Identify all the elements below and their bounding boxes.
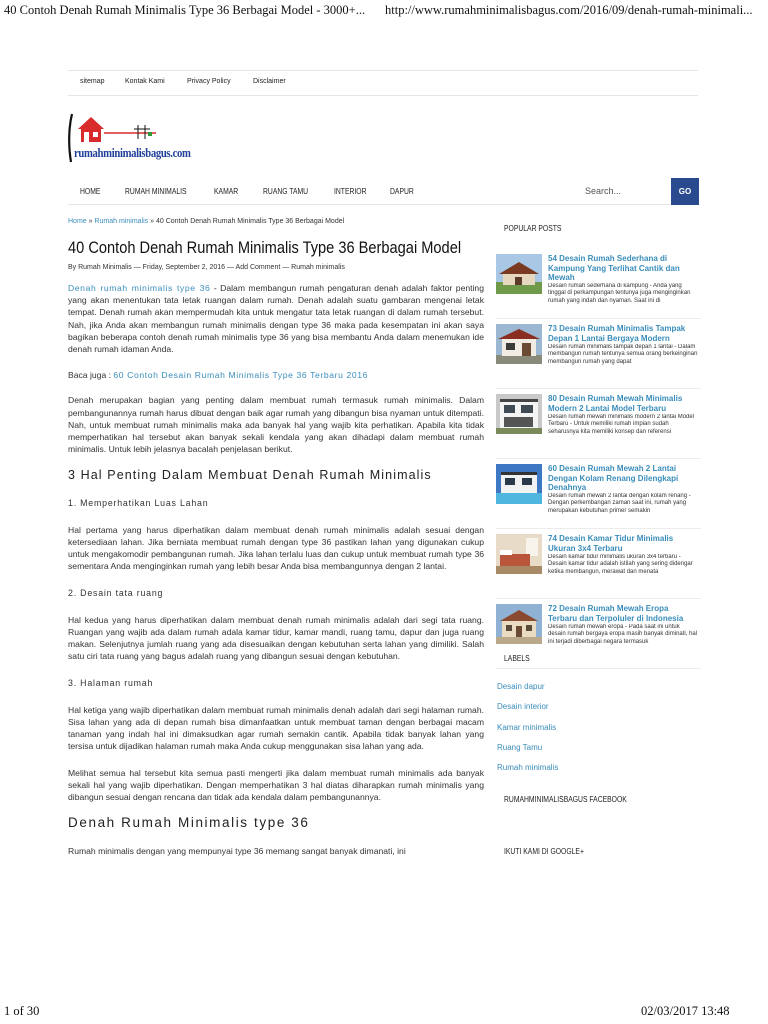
house-thumbnail-icon [496,254,542,294]
subsection-heading: 3. Halaman rumah [68,677,154,688]
subsection-heading: 2. Desain tata ruang [68,587,164,598]
paragraph: Hal ketiga yang wajib diperhatikan dalam membuat rumah minimalis denah adalah dari segi halaman rumah. Sisa lahan yang ada di depan rumah bisa dimanfaatkan untuk membuat taman dengan berbagai macam tanaman yang indah hal ini dimaksudkan agar rumah semakin cantik. Apabila tidak banyak lahan yang tersisa untuk dijadikan halaman rumah maka Anda cukup menggunakan sisa lahan yang ada. [68,704,484,752]
section-heading: 3 Hal Penting Dalam Membuat Denah Rumah Minimalis [68,468,432,483]
subsection-heading: 1. Memperhatikan Luas Lahan [68,497,209,508]
intro-text: - Dalam membangun rumah pengaturan denah adalah faktor penting yang akan menentukan tata letak ruangan dalam rumah. Denah adalah suatu gambaran mengenai letak tempat. Denah rumah akan mempermudah kita untuk mengatur tata letak ruangan di dalam rumah tersebut. Nah, jika Anda akan membangun rumah minimalis dengan type 36 maka pada kesempatan ini akan saya bagikan beberapa contoh denah rumah minimalis type 36 yang bisa membantu Anda dalam menemukan ide denah rumah idaman Anda. [68,283,484,355]
post-meta: By Rumah Minimalis — Friday, September 2, 2016 — Add Comment — Rumah minimalis [68,264,345,271]
top-nav-privacy-policy[interactable]: Privacy Policy [187,78,231,85]
popular-posts-heading: POPULAR POSTS [504,224,562,233]
top-nav [68,70,698,96]
paragraph: Melihat semua hal tersebut kita semua pasti mengerti jika dalam membuat rumah minimalis ada banyak sekali hal yang wajib diperhatikan. Dengan memperhatikan 3 hal diatas diharapkan rumah minimalis yang dibangun sesuai dengan rencana dan tidak ada kendala dalam pembangunannya. [68,767,484,803]
paragraph: Hal pertama yang harus diperhatikan dalam membuat denah rumah minimalis adalah sesuai dengan ketersediaan lahan. Jika berniata membuat rumah dengan type 36 pastikan lahan yang digunakan cukup untuk mengakomodir pembangunan rumah. Jika lahan terlalu luas dan cukup untuk membuat rumah type 36 sementara Anda menginginkan rumah yang lebih besar Anda bisa membangunnya dengan 2 lantai. [68,524,484,572]
intro-link[interactable]: Denah rumah minimalis type 36 [68,283,211,293]
label-link[interactable]: Desain dapur [497,682,545,691]
popular-post-excerpt: Desain rumah minimalis tampak depan 1 lantai - Dalam membangun rumah tentunya semua orang berkeinginan membangun rumah yang dapat [548,344,698,365]
baca-juga-label: Baca juga : [68,370,114,381]
search-go-button[interactable]: GO [671,178,699,205]
popular-post-excerpt: Desain rumah mewah 2 lantai dengan kolam renang - Dengan perkembangan zaman saat ini, rumah yang merupakan kebutuhan primer semakin [548,493,691,514]
main-nav-home[interactable]: HOME [80,187,101,196]
popular-post-title[interactable]: 73 Desain Rumah Minimalis Tampak Depan 1 Lantai Bergaya Modern [548,324,686,343]
paragraph: Hal kedua yang harus diperhatikan dalam membuat denah rumah minimalis adalah dari segi tata ruang. Ruangan yang wajib ada dalam rumah adala kamar tidur, kamar mandi, ruang tamu, dapur dan juga ruang makan. Selenjutnya jumlah ruang yang ada disesuaikan dengan kebutuhan serta lahan yang dimiliki. Salah satu ciri tata ruang yang bagus adalah ruang yang dibangun sesuai dengan kebutuhan. [68,614,484,662]
label-link[interactable]: Ruang Tamu [497,742,543,752]
popular-post-title[interactable]: 72 Desain Rumah Mewah Eropa Terbaru dan Terpoluler di Indonesia [548,604,684,623]
popular-post-item[interactable] [496,534,701,599]
print-page-number: 1 of 30 [4,1004,40,1018]
popular-post-title[interactable]: 54 Desain Rumah Sederhana di Kampung Yang Terlihat Cantik dan Mewah [548,254,680,282]
top-nav-kontak-kami[interactable]: Kontak Kami [125,78,165,85]
intro-paragraph [68,282,484,355]
section-heading: Denah Rumah Minimalis type 36 [68,815,310,831]
house-thumbnail-icon [496,464,542,504]
popular-post-excerpt: Desain rumah mewah eropa - Pada saat ini untuk desain rumah bergaya eropa masih banyak diminati, hal ini terjadi diberbagai negara termasuk [548,624,698,645]
top-nav-sitemap[interactable]: sitemap [80,78,105,85]
label-link[interactable]: Desain interior [497,702,549,712]
post-content [68,282,484,871]
baca-juga-link[interactable]: 60 Contoh Desain Rumah Minimalis Type 36 Terbaru 2016 [113,370,368,381]
main-nav-dapur[interactable]: DAPUR [390,187,414,196]
breadcrumb-category[interactable]: Rumah minimalis [94,218,149,225]
breadcrumb-separator: » [148,218,156,225]
baca-juga [68,369,484,381]
popular-post-item[interactable] [496,394,701,459]
labels-heading: LABELS [504,654,530,663]
print-header [0,0,768,22]
paragraph: Denah merupakan bagian yang penting dalam membuat rumah termasuk rumah minimalis. Dalam pembangunannya rumah harus dibuat dengan baik agar rumah yang dibangun bisa nyaman untuk ditempati. Nah, untuk membuat rumah minimalis maka ada banyak hal yang wajib kita perhatikan. Apabila kita tidak memperhatikan hal tersebut akan banyak sekali kendala yang akan dihadapi dalam membuat rumah minimalis. Untuk lebih jelasnya bacalah penjelasan berikut. [68,395,484,455]
main-nav-kamar[interactable]: KAMAR [214,187,239,196]
breadcrumb-current: 40 Contoh Denah Rumah Minimalis Type 36 Berbagai Model [155,218,345,225]
popular-posts-list [496,254,701,674]
site-logo[interactable] [66,112,226,170]
main-nav-ruang-tamu[interactable]: RUANG TAMU [263,187,309,196]
breadcrumb-separator: » [86,218,95,225]
popular-post-excerpt: Desain kamar tidur minimalis ukuran 3x4 terbaru - Desain kamar tidur adalah istilah yang sering didengar ketika membangun, merawat dan menata [548,554,693,575]
breadcrumb [68,218,344,225]
popular-post-item[interactable] [496,464,701,529]
print-datetime: 02/03/2017 13:48 [641,1004,730,1018]
popular-post-title[interactable]: 74 Desain Kamar Tidur Minimalis Ukuran 3x4 Terbaru [548,534,674,553]
main-nav [68,178,698,205]
print-page-url: http://www.rumahminimalisbagus.com/2016/09/denah-rumah-minimali... [385,3,753,17]
print-page-title: 40 Contoh Denah Rumah Minimalis Type 36 Berbagai Model - 3000+... [4,3,366,17]
popular-post-excerpt: Desain rumah sederhana di kampung - Anda yang tinggal di perkampungan tentunya juga menginginkan rumah yang indah dan nyaman. Saat ini di [548,283,691,304]
post-title: 40 Contoh Denah Rumah Minimalis Type 36 Berbagai Model [68,238,462,257]
house-thumbnail-icon [496,604,542,644]
google-widget-heading: IKUTI KAMI DI GOOGLE+ [504,847,584,856]
house-thumbnail-icon [496,324,542,364]
label-link[interactable]: Rumah minimalis [497,763,559,773]
house-logo-icon [66,112,226,170]
bedroom-thumbnail-icon [496,534,542,574]
search-input[interactable] [583,179,733,203]
main-nav-interior[interactable]: INTERIOR [334,187,367,196]
site-logo-text: rumahminimalisbagus.com [74,145,191,160]
popular-post-title[interactable]: 60 Desain Rumah Mewah 2 Lantai Dengan Kolam Renang Dilengkapi Denahnya [548,464,679,492]
main-nav-rumah-minimalis[interactable]: RUMAH MINIMALIS [125,187,187,196]
top-nav-disclaimer[interactable]: Disclaimer [253,78,286,85]
house-thumbnail-icon [496,394,542,434]
popular-post-item[interactable] [496,324,701,389]
facebook-widget-heading: RUMAHMINIMALISBAGUS FACEBOOK [504,795,627,804]
popular-post-excerpt: Desain rumah mewah minimalis modern 2 lantai Model Terbaru - Untuk memiliki rumah impian sudah seharusnya kita memiliki konsep dan referensi [548,414,695,435]
label-link[interactable]: Kamar minimalis [497,722,557,732]
popular-post-title[interactable]: 80 Desain Rumah Mewah Minimalis Modern 2 Lantai Model Terbaru [548,394,683,413]
labels-list [497,682,702,783]
popular-post-item[interactable] [496,254,701,319]
paragraph: Rumah minimalis dengan yang mempunyai type 36 memang sangat banyak dimanati, ini [68,845,406,856]
breadcrumb-home[interactable]: Home [68,218,87,225]
